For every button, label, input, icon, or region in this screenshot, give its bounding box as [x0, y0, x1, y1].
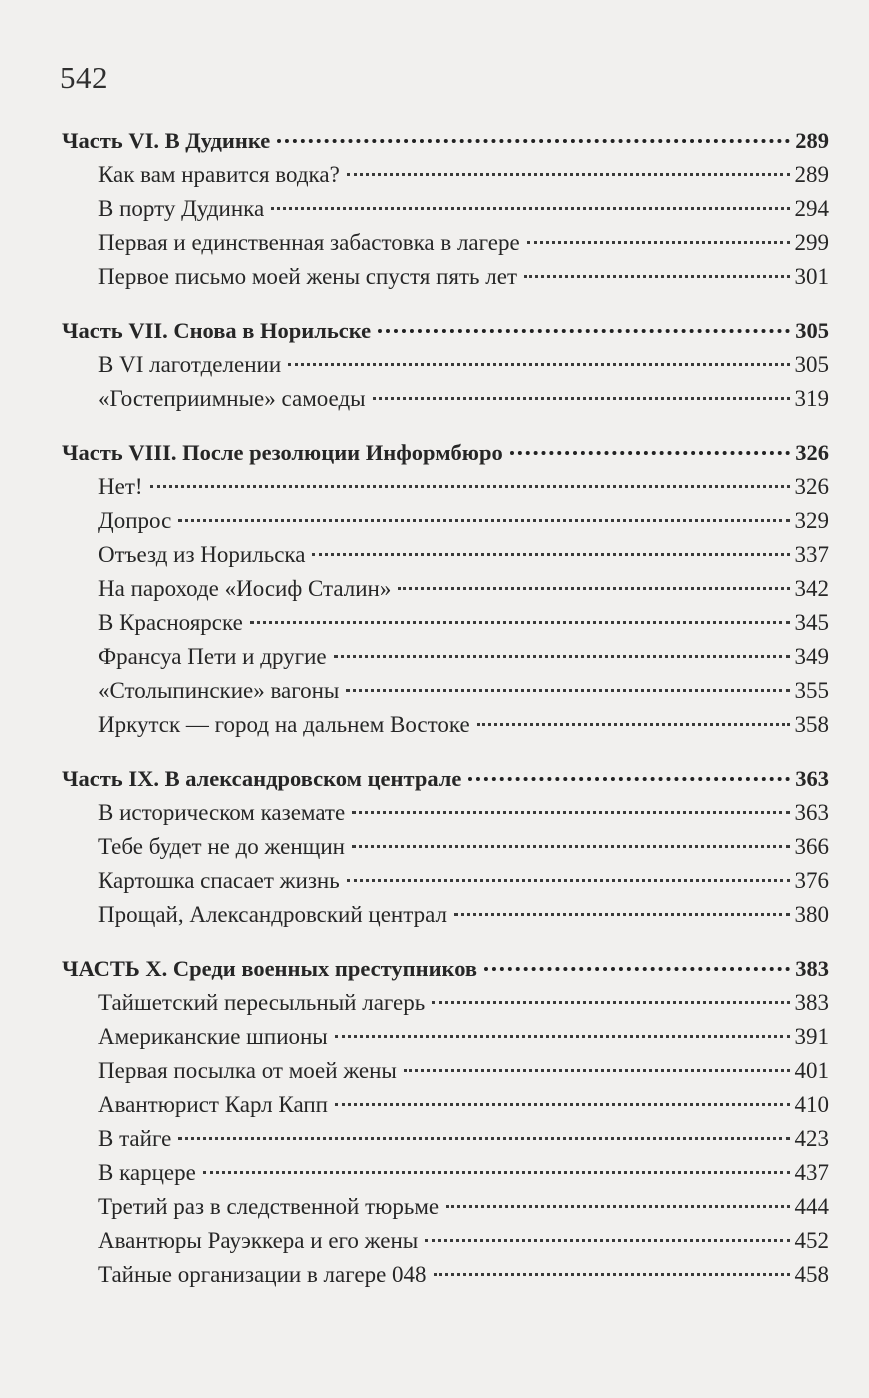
chapter-page: 301 [794, 264, 829, 289]
chapter-page: 383 [794, 990, 829, 1015]
chapter-title: Франсуа Пети и другие [98, 644, 327, 669]
toc-entry [62, 196, 829, 230]
chapter-page: 366 [794, 834, 829, 859]
part-heading [62, 318, 829, 352]
chapter-page: 358 [794, 712, 829, 737]
toc-entry [62, 352, 829, 386]
dot-leader [484, 964, 790, 971]
toc-entry [62, 1262, 829, 1296]
dot-leader [404, 1066, 790, 1072]
chapter-page: 319 [794, 386, 829, 411]
dot-leader [178, 1134, 789, 1140]
chapter-title: Тебе будет не до женщин [98, 834, 345, 859]
part-title: Часть VII. Снова в Норильске [62, 318, 372, 343]
chapter-title: В карцере [98, 1160, 196, 1185]
dot-leader [446, 1202, 789, 1208]
dot-leader [335, 1032, 790, 1038]
toc-part [62, 318, 829, 420]
chapter-title: Нет! [98, 474, 143, 499]
chapter-title: Картошка спасает жизнь [98, 868, 340, 893]
toc-part [62, 440, 829, 746]
dot-leader [277, 136, 790, 143]
dot-leader [347, 876, 790, 882]
toc-entry [62, 264, 829, 298]
chapter-title: «Столыпинские» вагоны [98, 678, 340, 703]
chapter-title: На пароходе «Иосиф Сталин» [98, 576, 392, 601]
toc-entry [62, 230, 829, 264]
chapter-title: Иркутск — город на дальнем Востоке [98, 712, 470, 737]
page-number: 542 [60, 60, 108, 95]
chapter-page: 289 [794, 162, 829, 187]
part-heading [62, 956, 829, 990]
chapter-page: 329 [794, 508, 829, 533]
chapter-page: 391 [794, 1024, 829, 1049]
part-page: 289 [795, 128, 829, 153]
dot-leader [434, 1270, 790, 1276]
toc-entry [62, 474, 829, 508]
dot-leader [524, 272, 789, 278]
chapter-page: 458 [794, 1262, 829, 1287]
chapter-title: Как вам нравится водка? [98, 162, 340, 187]
dot-leader [378, 326, 790, 333]
table-of-contents [62, 128, 829, 1316]
toc-entry [62, 1024, 829, 1058]
dot-leader [335, 1100, 790, 1106]
toc-entry [62, 678, 829, 712]
chapter-title: Первое письмо моей жены спустя пять лет [98, 264, 518, 289]
dot-leader [346, 686, 789, 692]
toc-entry [62, 1058, 829, 1092]
dot-leader [477, 720, 790, 726]
chapter-page: 349 [794, 644, 829, 669]
chapter-title: В VI лаготделении [98, 352, 282, 377]
dot-leader [250, 618, 790, 624]
toc-entry [62, 902, 829, 936]
chapter-title: Прощай, Александровский централ [98, 902, 447, 927]
dot-leader [334, 652, 790, 658]
chapter-page: 380 [794, 902, 829, 927]
part-heading [62, 766, 829, 800]
part-page: 363 [795, 766, 829, 791]
toc-entry [62, 576, 829, 610]
dot-leader [527, 238, 790, 244]
part-heading [62, 128, 829, 162]
toc-entry [62, 868, 829, 902]
part-page: 326 [795, 440, 829, 465]
toc-entry [62, 1126, 829, 1160]
chapter-title: Тайные организации в лагере 048 [98, 1262, 427, 1287]
dot-leader [432, 998, 789, 1004]
dot-leader [454, 910, 790, 916]
chapter-title: Отъезд из Норильска [98, 542, 306, 567]
chapter-title: В тайге [98, 1126, 172, 1151]
chapter-page: 305 [794, 352, 829, 377]
dot-leader [352, 842, 790, 848]
chapter-title: «Гостеприимные» самоеды [98, 386, 366, 411]
toc-entry [62, 834, 829, 868]
dot-leader [178, 516, 789, 522]
toc-entry [62, 1194, 829, 1228]
dot-leader [312, 550, 789, 556]
toc-entry [62, 542, 829, 576]
dot-leader [468, 774, 790, 781]
toc-part [62, 766, 829, 936]
chapter-title: Тайшетский пересыльный лагерь [98, 990, 426, 1015]
chapter-title: Третий раз в следственной тюрьме [98, 1194, 440, 1219]
part-title: Часть IX. В александровском централе [62, 766, 462, 791]
dot-leader [288, 360, 789, 366]
chapter-title: В порту Дудинка [98, 196, 265, 221]
chapter-page: 337 [794, 542, 829, 567]
dot-leader [150, 482, 790, 488]
toc-entry [62, 508, 829, 542]
dot-leader [510, 448, 791, 455]
toc-part [62, 956, 829, 1296]
chapter-page: 423 [794, 1126, 829, 1151]
part-title: Часть VIII. После резолюции Информбюро [62, 440, 503, 465]
chapter-title: В Красноярске [98, 610, 243, 635]
chapter-page: 401 [794, 1058, 829, 1083]
chapter-title: Американские шпионы [98, 1024, 328, 1049]
chapter-page: 355 [794, 678, 829, 703]
toc-entry [62, 990, 829, 1024]
chapter-title: Авантюрист Карл Капп [98, 1092, 328, 1117]
chapter-page: 452 [794, 1228, 829, 1253]
chapter-title: Допрос [98, 508, 172, 533]
toc-part [62, 128, 829, 298]
part-page: 383 [795, 956, 829, 981]
toc-entry [62, 1160, 829, 1194]
chapter-title: Первая посылка от моей жены [98, 1058, 397, 1083]
toc-entry [62, 644, 829, 678]
chapter-page: 345 [794, 610, 829, 635]
chapter-page: 444 [794, 1194, 829, 1219]
part-heading [62, 440, 829, 474]
part-title: Часть VI. В Дудинке [62, 128, 271, 153]
dot-leader [373, 394, 790, 400]
chapter-page: 299 [794, 230, 829, 255]
toc-entry [62, 610, 829, 644]
dot-leader [352, 808, 789, 814]
dot-leader [398, 584, 789, 590]
toc-entry [62, 1092, 829, 1126]
dot-leader [203, 1168, 790, 1174]
chapter-page: 437 [794, 1160, 829, 1185]
chapter-page: 294 [794, 196, 829, 221]
chapter-title: В историческом каземате [98, 800, 346, 825]
part-page: 305 [795, 318, 829, 343]
chapter-page: 376 [794, 868, 829, 893]
chapter-page: 410 [794, 1092, 829, 1117]
part-title: ЧАСТЬ X. Среди военных преступников [62, 956, 478, 981]
toc-entry [62, 712, 829, 746]
toc-entry [62, 800, 829, 834]
toc-entry [62, 1228, 829, 1262]
dot-leader [425, 1236, 789, 1242]
dot-leader [347, 170, 790, 176]
chapter-page: 326 [794, 474, 829, 499]
toc-entry [62, 162, 829, 196]
chapter-title: Авантюры Рауэккера и его жены [98, 1228, 419, 1253]
dot-leader [271, 204, 789, 210]
chapter-title: Первая и единственная забастовка в лагере [98, 230, 520, 255]
chapter-page: 363 [794, 800, 829, 825]
chapter-page: 342 [794, 576, 829, 601]
toc-entry [62, 386, 829, 420]
